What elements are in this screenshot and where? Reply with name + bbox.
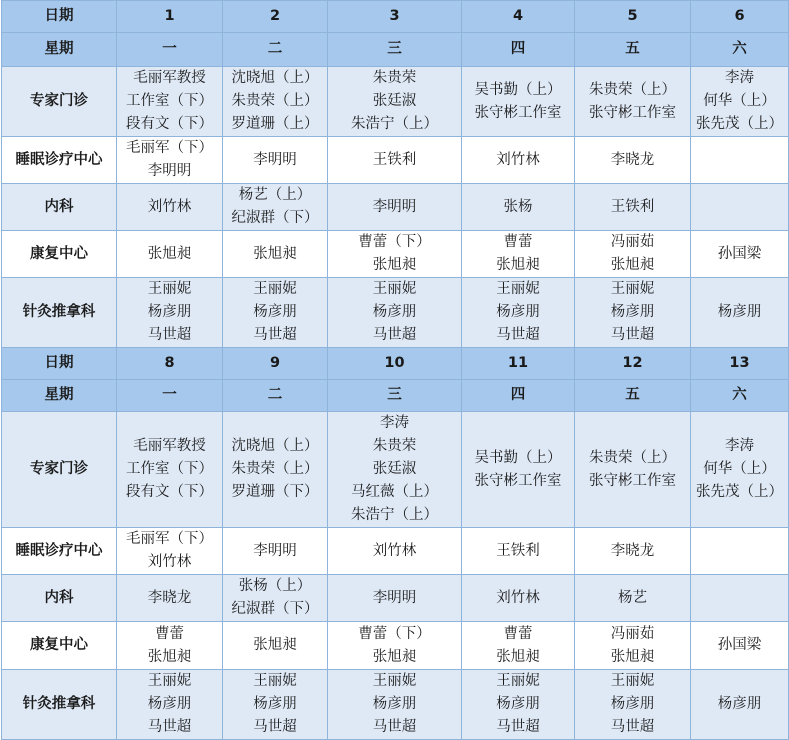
doctor-cell xyxy=(117,231,223,278)
doctor-name: 曹蕾 xyxy=(155,625,184,642)
doctor-cell xyxy=(575,184,691,231)
doctor-name: 朱贵荣（上） xyxy=(231,93,319,109)
doctor-name: 张廷淑 xyxy=(372,93,417,109)
doctor-cell xyxy=(691,67,789,137)
doctor-name: 马红薇（上） xyxy=(351,484,438,500)
weekday-cell: 三 xyxy=(328,33,462,67)
doctor-cell xyxy=(223,137,328,184)
doctor-name: 马世超 xyxy=(147,719,192,735)
department-row xyxy=(2,184,789,231)
doctor-name: 孙国梁 xyxy=(717,637,762,653)
department-name: 睡眠诊疗中心 xyxy=(2,137,117,184)
department-row xyxy=(2,575,789,622)
doctor-name: 张旭昶 xyxy=(496,257,540,273)
doctor-name: 罗道珊（下） xyxy=(231,484,319,500)
department-row xyxy=(2,137,789,184)
department-row xyxy=(2,278,789,348)
doctor-name: 李涛 xyxy=(725,438,754,454)
doctor-name: 张旭昶 xyxy=(610,257,655,273)
doctor-name: 杨彦朋 xyxy=(147,304,192,320)
doctor-name: 张旭昶 xyxy=(372,257,417,273)
doctor-name: 朱贵荣 xyxy=(372,438,417,454)
doctor-name: 刘竹林 xyxy=(372,542,417,559)
department-row xyxy=(2,231,789,278)
doctor-name: 毛丽军教授 xyxy=(133,438,206,454)
doctor-cell xyxy=(575,67,691,137)
doctor-name: 王丽妮 xyxy=(496,673,540,689)
doctor-cell xyxy=(328,67,462,137)
doctor-name: 王丽妮 xyxy=(610,673,655,689)
doctor-cell xyxy=(691,137,789,184)
department-row xyxy=(2,670,789,740)
doctor-cell xyxy=(691,412,789,528)
weekday-cell: 二 xyxy=(223,33,328,67)
doctor-name: 朱浩宁（上） xyxy=(351,116,438,132)
doctor-cell xyxy=(223,184,328,231)
department-name: 内科 xyxy=(2,575,117,622)
doctor-name: 杨艺 xyxy=(618,589,647,606)
doctor-name: 刘竹林 xyxy=(496,589,540,606)
doctor-name: 曹蕾（下） xyxy=(358,625,431,642)
date-header-row xyxy=(2,348,789,380)
doctor-cell xyxy=(223,622,328,670)
doctor-name: 罗道珊（上） xyxy=(231,116,319,132)
doctor-cell xyxy=(117,184,223,231)
doctor-name: 杨彦朋 xyxy=(496,696,540,712)
date-cell: 8 xyxy=(117,348,223,380)
doctor-cell xyxy=(117,575,223,622)
doctor-name: 王丽妮 xyxy=(496,281,540,297)
doctor-cell xyxy=(328,231,462,278)
doctor-cell xyxy=(462,670,575,740)
doctor-name: 毛丽军（下） xyxy=(126,140,213,156)
doctor-name: 杨彦朋 xyxy=(372,304,417,320)
doctor-name: 张先茂（上） xyxy=(696,116,783,132)
doctor-name: 杨彦朋 xyxy=(717,304,762,320)
department-name: 针灸推拿科 xyxy=(2,278,117,348)
doctor-name: 朱贵荣（上） xyxy=(589,449,676,466)
doctor-cell xyxy=(462,412,575,528)
doctor-name: 马世超 xyxy=(372,327,417,343)
doctor-name: 何华（上） xyxy=(703,93,776,109)
doctor-name: 张旭昶 xyxy=(147,648,192,665)
department-name: 睡眠诊疗中心 xyxy=(2,528,117,575)
department-name: 针灸推拿科 xyxy=(2,670,117,740)
doctor-name: 王丽妮 xyxy=(147,281,192,297)
doctor-name: 朱贵荣 xyxy=(372,70,417,86)
doctor-name: 刘竹林 xyxy=(147,198,192,215)
doctor-name: 杨艺（上） xyxy=(238,187,312,203)
weekday-cell: 六 xyxy=(691,33,789,67)
doctor-name: 李明明 xyxy=(253,151,297,168)
doctor-name: 朱贵荣（上） xyxy=(231,461,319,477)
doctor-name: 马世超 xyxy=(496,327,540,343)
date-cell: 4 xyxy=(462,1,575,33)
doctor-cell xyxy=(223,67,328,137)
date-row-label: 日期 xyxy=(2,348,117,380)
doctor-cell xyxy=(691,575,789,622)
doctor-name: 朱贵荣（上） xyxy=(589,81,676,98)
weekday-cell: 五 xyxy=(575,380,691,412)
department-row xyxy=(2,528,789,575)
weekday-cell: 六 xyxy=(691,380,789,412)
date-header-row xyxy=(2,1,789,33)
doctor-cell xyxy=(223,412,328,528)
date-cell: 1 xyxy=(117,1,223,33)
doctor-cell xyxy=(462,622,575,670)
doctor-cell xyxy=(117,67,223,137)
doctor-name: 张旭昶 xyxy=(610,648,655,665)
doctor-name: 张旭昶 xyxy=(253,245,297,262)
doctor-cell xyxy=(328,137,462,184)
duty-schedule-table xyxy=(1,0,789,740)
doctor-cell xyxy=(691,622,789,670)
department-row xyxy=(2,412,789,528)
doctor-cell xyxy=(328,412,462,528)
doctor-cell xyxy=(117,670,223,740)
doctor-cell xyxy=(462,67,575,137)
doctor-cell xyxy=(462,575,575,622)
doctor-name: 马世超 xyxy=(496,719,540,735)
date-cell: 9 xyxy=(223,348,328,380)
doctor-name: 马世超 xyxy=(253,719,297,735)
doctor-name: 马世超 xyxy=(253,327,297,343)
doctor-name: 吴书勤（上） xyxy=(474,81,562,98)
doctor-cell xyxy=(462,528,575,575)
weekday-cell: 五 xyxy=(575,33,691,67)
doctor-name: 曹蕾 xyxy=(503,234,533,250)
doctor-name: 张杨（上） xyxy=(238,578,312,594)
department-name: 康复中心 xyxy=(2,622,117,670)
doctor-cell xyxy=(462,184,575,231)
doctor-name: 张旭昶 xyxy=(496,648,540,665)
doctor-name: 段有文（下） xyxy=(126,484,213,500)
weekday-row-label: 星期 xyxy=(2,380,117,412)
date-cell: 5 xyxy=(575,1,691,33)
doctor-name: 杨彦朋 xyxy=(717,696,762,712)
doctor-name: 何华（上） xyxy=(703,461,776,477)
doctor-cell xyxy=(117,278,223,348)
doctor-name: 王丽妮 xyxy=(372,673,417,689)
doctor-name: 冯丽茹 xyxy=(610,234,655,250)
department-name: 专家门诊 xyxy=(2,67,117,137)
department-name: 内科 xyxy=(2,184,117,231)
doctor-cell xyxy=(691,670,789,740)
doctor-name: 马世超 xyxy=(610,327,655,343)
doctor-name: 吴书勤（上） xyxy=(474,449,562,466)
weekday-cell: 三 xyxy=(328,380,462,412)
department-row xyxy=(2,622,789,670)
doctor-name: 李晓龙 xyxy=(147,589,192,606)
doctor-name: 毛丽军教授 xyxy=(133,70,206,86)
doctor-cell xyxy=(117,412,223,528)
doctor-name: 杨彦朋 xyxy=(253,304,297,320)
weekday-cell: 一 xyxy=(117,380,223,412)
doctor-cell xyxy=(691,528,789,575)
weekday-cell: 四 xyxy=(462,33,575,67)
date-cell: 2 xyxy=(223,1,328,33)
doctor-name: 张守彬工作室 xyxy=(589,472,676,489)
doctor-cell xyxy=(223,528,328,575)
doctor-name: 杨彦朋 xyxy=(496,304,540,320)
department-row xyxy=(2,67,789,137)
doctor-name: 王铁利 xyxy=(372,151,417,168)
doctor-cell xyxy=(575,412,691,528)
date-cell: 11 xyxy=(462,348,575,380)
doctor-name: 曹蕾（下） xyxy=(358,234,431,250)
doctor-name: 刘竹林 xyxy=(496,151,540,168)
doctor-cell xyxy=(575,575,691,622)
doctor-cell xyxy=(328,278,462,348)
doctor-name: 杨彦朋 xyxy=(372,696,417,712)
doctor-cell xyxy=(117,622,223,670)
doctor-name: 王丽妮 xyxy=(372,281,417,297)
doctor-cell xyxy=(691,231,789,278)
doctor-name: 李涛 xyxy=(380,415,409,431)
doctor-cell xyxy=(328,622,462,670)
doctor-name: 段有文（下） xyxy=(126,116,213,132)
doctor-cell xyxy=(575,670,691,740)
doctor-name: 马世超 xyxy=(372,719,417,735)
doctor-cell xyxy=(328,670,462,740)
doctor-cell xyxy=(575,528,691,575)
doctor-name: 马世超 xyxy=(610,719,655,735)
doctor-name: 李晓龙 xyxy=(610,542,655,559)
doctor-name: 李明明 xyxy=(372,198,417,215)
doctor-name: 李明明 xyxy=(372,589,417,606)
date-cell: 6 xyxy=(691,1,789,33)
doctor-name: 纪淑群（下） xyxy=(231,601,319,617)
doctor-name: 李晓龙 xyxy=(610,151,655,168)
doctor-name: 工作室（下） xyxy=(126,93,213,109)
doctor-name: 张守彬工作室 xyxy=(589,104,676,121)
doctor-cell xyxy=(575,137,691,184)
doctor-cell xyxy=(575,231,691,278)
doctor-name: 李明明 xyxy=(147,163,192,179)
doctor-name: 杨彦朋 xyxy=(253,696,297,712)
date-cell: 10 xyxy=(328,348,462,380)
doctor-name: 张先茂（上） xyxy=(696,484,783,500)
doctor-cell xyxy=(691,184,789,231)
doctor-name: 刘竹林 xyxy=(147,554,192,570)
doctor-cell xyxy=(328,528,462,575)
doctor-name: 王丽妮 xyxy=(253,281,297,297)
doctor-name: 张旭昶 xyxy=(147,245,192,262)
doctor-name: 张旭昶 xyxy=(372,648,417,665)
department-name: 康复中心 xyxy=(2,231,117,278)
doctor-name: 张旭昶 xyxy=(253,637,297,653)
weekday-row-label: 星期 xyxy=(2,33,117,67)
doctor-name: 纪淑群（下） xyxy=(231,210,319,226)
doctor-name: 孙国梁 xyxy=(717,245,762,262)
doctor-name: 张杨 xyxy=(503,198,533,215)
doctor-name: 王铁利 xyxy=(610,198,655,215)
date-cell: 3 xyxy=(328,1,462,33)
weekday-header-row xyxy=(2,380,789,412)
doctor-cell xyxy=(223,278,328,348)
doctor-cell xyxy=(575,622,691,670)
doctor-name: 王丽妮 xyxy=(147,673,192,689)
doctor-name: 李明明 xyxy=(253,542,297,559)
doctor-cell xyxy=(462,278,575,348)
doctor-name: 杨彦朋 xyxy=(610,696,655,712)
doctor-name: 张守彬工作室 xyxy=(474,104,562,121)
doctor-name: 冯丽茹 xyxy=(610,625,655,642)
doctor-name: 马世超 xyxy=(147,327,192,343)
department-name: 专家门诊 xyxy=(2,412,117,528)
weekday-cell: 二 xyxy=(223,380,328,412)
doctor-cell xyxy=(328,184,462,231)
doctor-name: 曹蕾 xyxy=(503,625,533,642)
date-row-label: 日期 xyxy=(2,1,117,33)
doctor-cell xyxy=(462,231,575,278)
doctor-name: 王丽妮 xyxy=(610,281,655,297)
doctor-name: 王铁利 xyxy=(496,542,540,559)
weekday-header-row xyxy=(2,33,789,67)
doctor-cell xyxy=(462,137,575,184)
doctor-cell xyxy=(117,137,223,184)
doctor-name: 张廷淑 xyxy=(372,461,417,477)
schedule-body xyxy=(2,1,789,740)
doctor-name: 沈晓旭（上） xyxy=(231,438,319,454)
weekday-cell: 四 xyxy=(462,380,575,412)
doctor-cell xyxy=(117,528,223,575)
doctor-name: 王丽妮 xyxy=(253,673,297,689)
doctor-name: 沈晓旭（上） xyxy=(231,70,319,86)
date-cell: 13 xyxy=(691,348,789,380)
doctor-name: 毛丽军（下） xyxy=(126,531,213,547)
doctor-cell xyxy=(223,575,328,622)
doctor-name: 工作室（下） xyxy=(126,461,213,477)
doctor-name: 杨彦朋 xyxy=(610,304,655,320)
doctor-name: 杨彦朋 xyxy=(147,696,192,712)
doctor-name: 李涛 xyxy=(725,70,754,86)
doctor-cell xyxy=(328,575,462,622)
doctor-cell xyxy=(575,278,691,348)
doctor-cell xyxy=(223,231,328,278)
doctor-name: 张守彬工作室 xyxy=(474,472,562,489)
doctor-cell xyxy=(691,278,789,348)
doctor-name: 朱浩宁（上） xyxy=(351,507,438,523)
weekday-cell: 一 xyxy=(117,33,223,67)
date-cell: 12 xyxy=(575,348,691,380)
doctor-cell xyxy=(223,670,328,740)
